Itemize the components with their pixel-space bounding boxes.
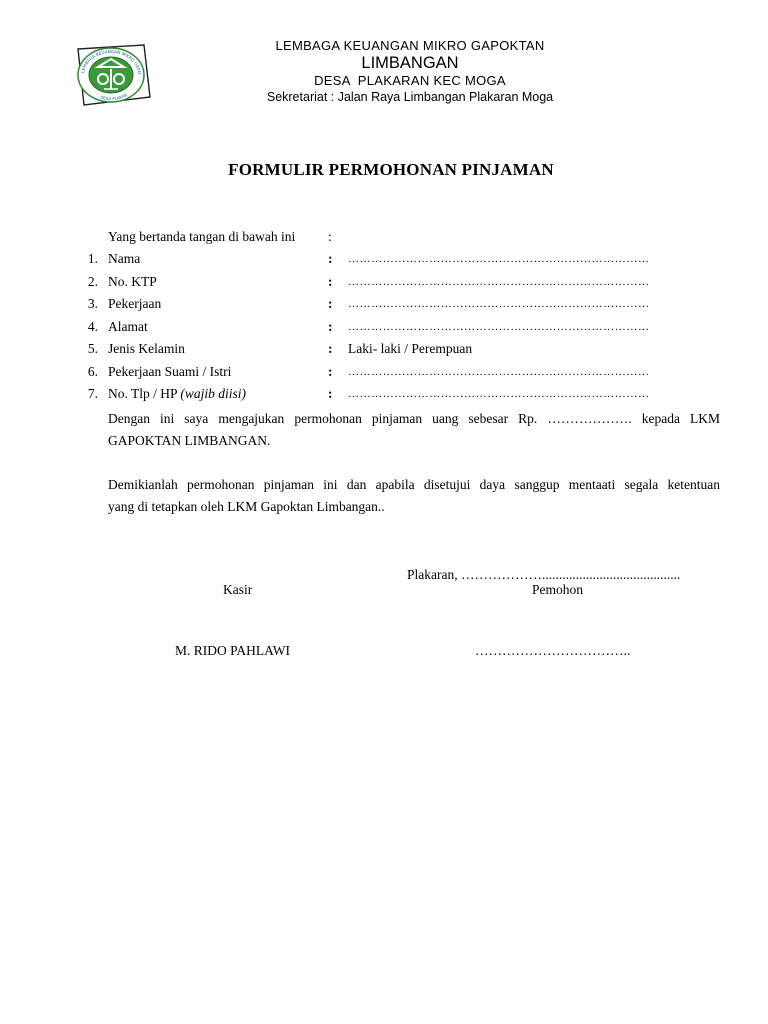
phone-label: No. Tlp / HP — [108, 386, 178, 401]
spouse-occupation-field[interactable]: …………………………………………………………………… — [348, 366, 650, 378]
field-number: 7. — [87, 386, 98, 401]
applicant-role: Pemohon — [532, 582, 584, 597]
logo-text-bottom: DESA PLAKAR — [99, 92, 128, 102]
field-colon: : — [328, 274, 333, 289]
letterhead-village: DESA PLAKARAN KEC MOGA — [314, 73, 506, 88]
field-number: 4. — [87, 319, 98, 334]
gender-field[interactable]: Laki- laki / Perempuan — [348, 341, 473, 356]
place-date[interactable]: Plakaran, ………………......................................... — [407, 567, 681, 582]
intro-text: Yang bertanda tangan di bawah ini — [108, 229, 296, 244]
field-label: Pekerjaan Suami / Istri — [108, 364, 232, 379]
logo-emblem-icon — [68, 37, 154, 111]
field-number: 6. — [87, 364, 98, 379]
field-label — [108, 386, 246, 402]
phone-required-note: (wajib diisi) — [180, 386, 247, 401]
phone-field[interactable]: …………………………………………………………………… — [348, 388, 650, 400]
address-field[interactable]: …………………………………………………………………… — [348, 321, 650, 333]
field-colon: : — [328, 341, 333, 356]
letterhead-address: Sekretariat : Jalan Raya Limbangan Plakaran Moga — [266, 90, 554, 104]
cashier-name: M. RIDO PAHLAWI — [175, 643, 291, 658]
field-number: 2. — [87, 274, 98, 289]
field-label: Jenis Kelamin — [108, 341, 185, 356]
field-colon: : — [328, 364, 333, 379]
field-number: 1. — [87, 251, 98, 266]
closing-line-2: yang di tetapkan oleh LKM Gapoktan Limbangan.. — [108, 499, 385, 514]
name-field[interactable]: …………………………………………………………………… — [348, 253, 650, 265]
occupation-field[interactable]: …………………………………………………………………… — [348, 298, 650, 310]
applicant-name-field[interactable]: …………………………….. — [475, 643, 631, 658]
request-paragraph — [108, 408, 720, 452]
field-colon: : — [328, 386, 333, 401]
organization-logo — [68, 37, 154, 111]
field-label: No. KTP — [108, 274, 157, 289]
field-colon: : — [328, 296, 333, 311]
letterhead-org: LEMBAGA KEUANGAN MIKRO GAPOKTAN — [275, 38, 545, 53]
request-line-1: Dengan ini saya mengajukan permohonan pinjaman uang sebesar Rp. ………………. kepada LKM — [108, 411, 720, 426]
field-colon: : — [328, 319, 333, 334]
letterhead-name: LIMBANGAN — [361, 54, 459, 72]
field-label: Alamat — [108, 319, 148, 334]
closing-line-1: Demikianlah permohonan pinjaman ini dan apabila disetujui daya sanggup mentaati segala ketentuan — [108, 477, 720, 492]
closing-paragraph — [108, 474, 720, 518]
request-line-2: GAPOKTAN LIMBANGAN. — [108, 433, 271, 448]
field-colon: : — [328, 251, 333, 266]
field-label: Nama — [108, 251, 141, 266]
field-number: 3. — [87, 296, 98, 311]
logo-text-top: LEMBAGA KEUANGAN MIKRO GAPO — [80, 48, 143, 75]
field-number: 5. — [87, 341, 98, 356]
cashier-role: Kasir — [223, 582, 253, 597]
ktp-field[interactable]: …………………………………………………………………… — [348, 276, 650, 288]
field-label: Pekerjaan — [108, 296, 162, 311]
form-title: FORMULIR PERMOHONAN PINJAMAN — [228, 160, 554, 179]
intro-colon: : — [328, 229, 332, 244]
